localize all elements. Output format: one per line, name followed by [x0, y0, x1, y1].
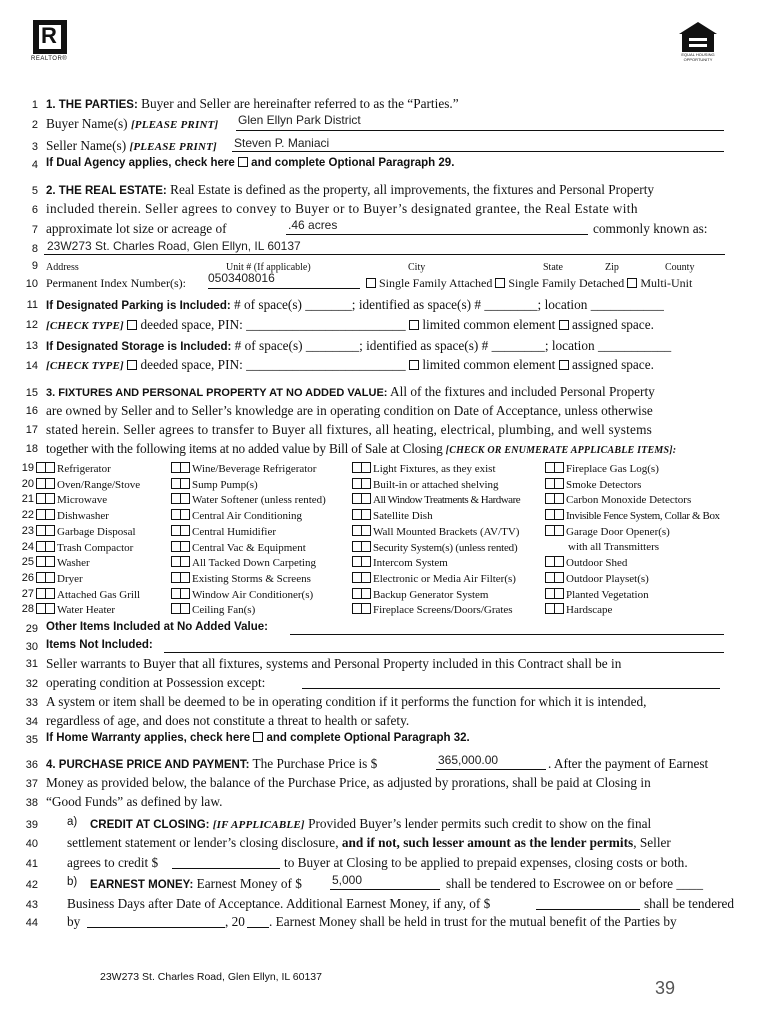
line-number: 34 [25, 716, 38, 728]
storage-deeded-checkbox[interactable] [127, 360, 137, 370]
fixture-checkbox[interactable] [352, 478, 371, 489]
line-number: 22 [21, 509, 34, 522]
fixture-item[interactable] [36, 588, 140, 601]
fixture-label: Fireplace Screens/Doors/Grates [373, 604, 513, 617]
price-line [436, 769, 546, 770]
fixture-checkbox[interactable] [545, 462, 564, 473]
line-number: 31 [25, 658, 38, 670]
fixture-item[interactable] [171, 493, 326, 506]
storage-assigned-checkbox[interactable] [559, 360, 569, 370]
line-33: A system or item shall be deemed to be in operating condition if it performs the function for which it is intended, [46, 694, 647, 709]
fixture-item[interactable] [171, 525, 276, 538]
line-number: 15 [25, 387, 38, 399]
multi-unit-checkbox[interactable] [627, 278, 637, 288]
line-18: together with the following items at no added value by Bill of Sale at Closing [CHECK OR ENUMERATE APPLICABLE ITEMS]: [46, 441, 677, 456]
eho-label: EQUAL HOUSING OPPORTUNITY [681, 52, 715, 62]
fixture-item[interactable] [545, 541, 659, 553]
line-number: 30 [25, 641, 38, 653]
fixture-label: Oven/Range/Stove [57, 478, 141, 491]
fixture-checkbox[interactable] [36, 478, 55, 489]
line-number: 7 [31, 224, 38, 236]
line-number: 8 [31, 243, 38, 255]
line-29: Other Items Included at No Added Value: [0, 621, 770, 641]
fixture-label: Planted Vegetation [566, 588, 649, 601]
sub-city: City [408, 262, 426, 273]
line-number: 27 [21, 587, 34, 600]
fixture-checkbox[interactable] [171, 493, 190, 504]
seller-name-field[interactable]: Steven P. Maniaci [234, 136, 330, 150]
line-number: 21 [21, 493, 34, 506]
fixture-label: Water Heater [57, 604, 116, 617]
single-family-attached-checkbox[interactable] [366, 278, 376, 288]
fixture-checkbox[interactable] [36, 493, 55, 504]
fixture-item[interactable] [171, 462, 316, 475]
fixture-label: Invisible Fence System, Collar & Box [566, 510, 720, 523]
address-line [44, 254, 725, 255]
fixture-label: Sump Pump(s) [192, 478, 258, 491]
line-17: stated herein. Seller agrees to transfer to Buyer all fixtures, all heating, electrical, plumbing, and well systems [46, 422, 653, 437]
fixture-checkbox[interactable] [171, 462, 190, 473]
earnest-year-line[interactable] [247, 927, 269, 928]
fixture-checkbox[interactable] [171, 478, 190, 489]
fixture-checkbox[interactable] [545, 572, 564, 583]
fixture-label: Dishwasher [57, 510, 109, 523]
line-6: included therein. Seller agrees to convey to Buyer or to Buyer’s designated grantee, the Real Estate with [46, 201, 638, 216]
fixture-item[interactable] [352, 572, 516, 585]
line-number: 12 [25, 319, 38, 331]
sub-county: County [665, 262, 695, 273]
fixture-label: Garbage Disposal [57, 525, 136, 538]
credit-amount-line[interactable] [172, 868, 280, 869]
line-number: 19 [21, 462, 34, 474]
fixture-item[interactable] [352, 493, 520, 506]
line-number: 37 [25, 778, 38, 790]
line-42: b) EARNEST MONEY: Earnest Money of $ 5,000 shall be tendered to Escrowee on or before ____ [67, 873, 703, 891]
fixture-item[interactable] [352, 588, 488, 601]
price-field[interactable]: 365,000.00 [438, 753, 499, 767]
fixture-item[interactable] [352, 603, 513, 616]
fixture-checkbox[interactable] [352, 541, 371, 552]
fixture-checkbox[interactable] [171, 556, 190, 567]
line-40: settlement statement or lender’s closing disclosure, and if not, such lesser amount as the lender permits, Seller [67, 835, 671, 850]
line-number: 6 [31, 204, 38, 216]
fixture-item[interactable] [352, 525, 519, 538]
fixture-checkbox[interactable] [545, 588, 564, 599]
fixture-checkbox[interactable] [545, 556, 564, 567]
sub-zip: Zip [605, 262, 619, 273]
line-number: 32 [25, 678, 38, 690]
fixture-item[interactable] [171, 556, 316, 569]
fixture-label: Refrigerator [57, 463, 111, 475]
fixture-checkbox[interactable] [352, 493, 371, 504]
line-10: Permanent Index Number(s): 0503408016 Single Family Attached Single Family Detached Multi-Unit [46, 271, 693, 290]
earnest-line [330, 889, 440, 890]
fixture-item[interactable] [545, 588, 649, 601]
fixture-label: Garage Door Opener(s) [566, 525, 670, 538]
fixture-item[interactable] [36, 572, 83, 585]
fixture-item[interactable] [36, 525, 136, 538]
fixture-checkbox[interactable] [352, 525, 371, 536]
additional-earnest-line[interactable] [536, 909, 640, 910]
home-warranty-checkbox[interactable] [253, 732, 263, 742]
fixture-checkbox[interactable] [171, 525, 190, 536]
line-43: Business Days after Date of Acceptance. Additional Earnest Money, if any, of $ shall be tendered [67, 896, 735, 911]
line-number: 41 [25, 858, 38, 870]
fixture-label: Intercom System [373, 557, 448, 570]
fixture-item[interactable] [36, 541, 133, 554]
line-15: 3. FIXTURES AND PERSONAL PROPERTY AT NO ADDED VALUE: All of the fixtures and included Personal Property [46, 384, 655, 399]
fixture-checkbox[interactable] [352, 462, 371, 473]
fixture-label: Central Humidifier [192, 525, 277, 538]
line-11: If Designated Parking is Included: # of space(s) _______; identified as space(s) # ________; location ___________ [46, 297, 664, 312]
fixture-label: Built-in or attached shelving [373, 478, 499, 491]
line-37: Money as provided below, the balance of the Purchase Price, as adjusted by prorations, shall be paid at Closing in [46, 775, 651, 790]
seller-name-line [232, 151, 724, 152]
line-number: 4 [31, 159, 38, 171]
storage-common-checkbox[interactable] [409, 360, 419, 370]
items-not-included-line[interactable] [164, 652, 724, 653]
parties-heading: 1. THE PARTIES: [46, 99, 138, 111]
line-number: 14 [25, 360, 38, 372]
line-number: 3 [31, 141, 38, 153]
earnest-heading: EARNEST MONEY: [90, 879, 194, 891]
fixture-label: Central Air Conditioning [192, 510, 302, 523]
fixture-label: with all Transmitters [568, 540, 660, 553]
fixture-item[interactable] [36, 509, 109, 522]
fixture-item[interactable] [171, 603, 255, 616]
fixture-item[interactable] [36, 478, 140, 491]
fixture-item[interactable] [352, 556, 448, 569]
line-5: 2. THE REAL ESTATE: Real Estate is defined as the property, all improvements, the fixtures and Personal Property [46, 182, 655, 197]
line-number: 29 [25, 623, 38, 635]
line-4: If Dual Agency applies, check here and complete Optional Paragraph 29. [46, 157, 455, 169]
fixture-checkbox[interactable] [352, 603, 371, 614]
fixture-label: Microwave [57, 494, 108, 507]
line-3: Seller Name(s) [PLEASE PRINT] Steven P. Maniaci [0, 138, 770, 158]
page-number: 39 [655, 978, 676, 998]
parking-deeded-checkbox[interactable] [127, 320, 137, 330]
line-39: a) CREDIT AT CLOSING: [IF APPLICABLE] Provided Buyer’s lender permits such credit to show on the final [67, 816, 652, 831]
fixture-checkbox[interactable] [36, 509, 55, 520]
possession-exceptions-line[interactable] [302, 688, 720, 689]
parking-common-checkbox[interactable] [409, 320, 419, 330]
line-41: agrees to credit $ to Buyer at Closing to be applied to prepaid expenses, closing costs or both. [67, 855, 688, 870]
parking-assigned-checkbox[interactable] [559, 320, 569, 330]
line-number: 18 [25, 443, 38, 455]
line-number: 39 [25, 819, 38, 831]
fixture-item[interactable] [545, 603, 612, 616]
fixture-label: Dryer [57, 572, 83, 585]
fixture-item[interactable] [171, 541, 306, 554]
fixture-item[interactable] [36, 493, 107, 506]
line-number: 20 [21, 477, 34, 490]
fixture-item[interactable] [545, 493, 691, 506]
line-number: 40 [25, 838, 38, 850]
fixture-item[interactable] [545, 462, 659, 475]
line-32: operating condition at Possession except: [0, 675, 770, 695]
fixture-item[interactable] [171, 572, 311, 585]
fixture-item[interactable] [352, 509, 433, 522]
pin-line [208, 288, 360, 289]
fixture-checkbox[interactable] [352, 556, 371, 567]
fixture-label: Outdoor Playset(s) [566, 572, 649, 585]
earnest-date-line[interactable] [87, 927, 225, 928]
line-number: 23 [21, 524, 34, 537]
fixture-item[interactable] [171, 478, 258, 491]
address-field[interactable]: 23W273 St. Charles Road, Glen Ellyn, IL 60137 [47, 239, 301, 253]
single-family-detached-checkbox[interactable] [495, 278, 505, 288]
fixture-label: Electronic or Media Air Filter(s) [373, 572, 516, 585]
line-number: 43 [25, 899, 38, 911]
pin-field[interactable]: 0503408016 [208, 271, 275, 285]
other-items-line[interactable] [290, 634, 724, 635]
fixtures-heading: 3. FIXTURES AND PERSONAL PROPERTY AT NO ADDED VALUE: [46, 387, 388, 399]
line-2: Buyer Name(s) [PLEASE PRINT] Glen Ellyn Park District [0, 116, 770, 136]
acreage-field[interactable]: .46 acres [288, 218, 338, 232]
credit-heading: CREDIT AT CLOSING: [90, 819, 210, 831]
fixture-checkbox[interactable] [352, 509, 371, 520]
fixture-label: Outdoor Shed [566, 557, 628, 570]
fixture-checkbox[interactable] [352, 588, 371, 599]
line-1: 1. THE PARTIES: Buyer and Seller are hereinafter referred to as the “Parties.” [46, 96, 459, 111]
fixture-label: Security System(s) (unless rented) [373, 541, 518, 554]
line-30: Items Not Included: [0, 639, 770, 659]
line-number: 36 [25, 759, 38, 771]
fixture-item[interactable] [352, 462, 496, 475]
line-12: [CHECK TYPE] deeded space, PIN: ________________________ limited common element assigned space. [46, 317, 654, 332]
fixture-label: Washer [57, 557, 90, 570]
fixture-label: Window Air Conditioner(s) [192, 588, 314, 601]
fixture-item[interactable] [545, 525, 670, 538]
fixture-checkbox[interactable] [36, 541, 55, 552]
footer-address: 23W273 St. Charles Road, Glen Ellyn, IL 60137 [100, 971, 322, 983]
line-number: 25 [21, 556, 34, 569]
fixture-label: Backup Generator System [373, 588, 489, 601]
line-number: 44 [25, 917, 38, 929]
fixture-item[interactable] [545, 556, 627, 569]
line-14: [CHECK TYPE] deeded space, PIN: ________________________ limited common element assigned space. [46, 357, 654, 372]
fixture-item[interactable] [352, 478, 499, 491]
line-13: If Designated Storage is Included: # of space(s) ________; identified as space(s) # ________; location ___________ [46, 338, 672, 353]
fixture-item[interactable] [171, 588, 313, 601]
earnest-field[interactable]: 5,000 [332, 873, 363, 887]
fixture-checkbox[interactable] [545, 509, 564, 520]
fixture-label: Hardscape [566, 604, 613, 617]
acreage-line [286, 234, 588, 235]
line-44: by , 20 . Earnest Money shall be held in trust for the mutual benefit of the Parties by [67, 914, 677, 929]
fixture-label: Ceiling Fan(s) [192, 604, 256, 617]
fixture-label: Carbon Monoxide Detectors [566, 494, 692, 507]
buyer-name-line [236, 130, 724, 131]
line-number: 28 [21, 603, 34, 616]
line-35: If Home Warranty applies, check here and complete Optional Paragraph 32. [46, 732, 470, 744]
realtor-label: REALTOR® [31, 56, 68, 62]
line-number: 5 [31, 185, 38, 197]
line-number: 26 [21, 571, 34, 584]
fixture-item[interactable] [36, 603, 115, 616]
purchase-price-heading: 4. PURCHASE PRICE AND PAYMENT: [46, 759, 250, 771]
fixture-label: Attached Gas Grill [57, 588, 141, 601]
fixture-checkbox[interactable] [545, 478, 564, 489]
fixture-label: Light Fixtures, as they exist [373, 463, 496, 475]
fixture-item[interactable] [36, 556, 90, 569]
fixture-checkbox[interactable] [36, 588, 55, 599]
fixture-label: Trash Compactor [57, 541, 134, 554]
fixture-checkbox[interactable] [36, 556, 55, 567]
fixture-label: All Window Treatments & Hardware [373, 494, 521, 507]
line-number: 2 [31, 119, 38, 131]
line-7: approximate lot size or acreage of .46 acres commonly known as: [46, 218, 708, 236]
line-number: 9 [31, 260, 38, 272]
fixture-item[interactable] [352, 541, 517, 554]
fixture-label: Water Softener (unless rented) [192, 494, 326, 507]
fixture-checkbox[interactable] [545, 603, 564, 614]
fixture-checkbox[interactable] [352, 572, 371, 583]
line-36: 4. PURCHASE PRICE AND PAYMENT: The Purchase Price is $ 365,000.00 . After the payment of Earnest [46, 753, 709, 771]
line-8 [0, 240, 770, 260]
fixture-checkbox[interactable] [171, 588, 190, 599]
fixture-item[interactable] [545, 572, 649, 585]
fixture-checkbox[interactable] [36, 572, 55, 583]
line-38: “Good Funds” as defined by law. [46, 794, 223, 809]
fixture-item[interactable] [545, 509, 720, 522]
fixture-label: Wine/Beverage Refrigerator [192, 463, 317, 475]
buyer-name-field[interactable]: Glen Ellyn Park District [238, 113, 361, 127]
fixture-item[interactable] [545, 478, 641, 491]
fixture-checkbox[interactable] [171, 572, 190, 583]
line-number: 13 [25, 340, 38, 352]
fixture-label: Fireplace Gas Log(s) [566, 463, 659, 475]
line-number: 16 [25, 405, 38, 417]
fixture-label: Existing Storms & Screens [192, 572, 311, 585]
line-number: 24 [21, 540, 34, 553]
line-number: 11 [26, 299, 38, 311]
fixture-label: All Tacked Down Carpeting [192, 557, 316, 570]
fixture-checkbox[interactable] [171, 541, 190, 552]
sub-state: State [543, 262, 563, 273]
fixture-label: Satellite Dish [373, 510, 433, 523]
line-16: are owned by Seller and to Seller’s knowledge are in operating condition on Date of Acceptance, unless otherwise [46, 403, 653, 418]
fixture-label: Central Vac & Equipment [192, 541, 306, 554]
realtor-logo: R [33, 20, 67, 54]
line-number: 17 [25, 424, 38, 436]
line-31: Seller warrants to Buyer that all fixtures, systems and Personal Property included in this Contract shall be in [46, 656, 622, 671]
fixture-item[interactable] [36, 462, 111, 475]
line-number: 38 [25, 797, 38, 809]
fixture-checkbox[interactable] [36, 603, 55, 614]
fixture-item[interactable] [171, 509, 302, 522]
line-number: 1 [31, 99, 38, 111]
line-number: 33 [25, 697, 38, 709]
line-34: regardless of age, and does not constitute a threat to health or safety. [46, 713, 410, 728]
fixture-checkbox[interactable] [36, 462, 55, 473]
dual-agency-checkbox[interactable] [238, 157, 248, 167]
real-estate-heading: 2. THE REAL ESTATE: [46, 185, 167, 197]
fixture-checkbox[interactable] [171, 603, 190, 614]
fixture-checkbox[interactable] [171, 509, 190, 520]
fixture-checkbox[interactable] [36, 525, 55, 536]
line-number: 35 [25, 734, 38, 746]
fixture-label: Wall Mounted Brackets (AV/TV) [373, 525, 520, 538]
fixture-label: Smoke Detectors [566, 478, 642, 491]
line-number: 42 [25, 879, 38, 891]
fixture-checkbox[interactable] [545, 525, 564, 536]
sub-address: Address [46, 262, 79, 273]
line-number: 10 [25, 278, 38, 290]
sub-unit: Unit # (If applicable) [226, 262, 311, 273]
fixture-checkbox[interactable] [545, 493, 564, 504]
